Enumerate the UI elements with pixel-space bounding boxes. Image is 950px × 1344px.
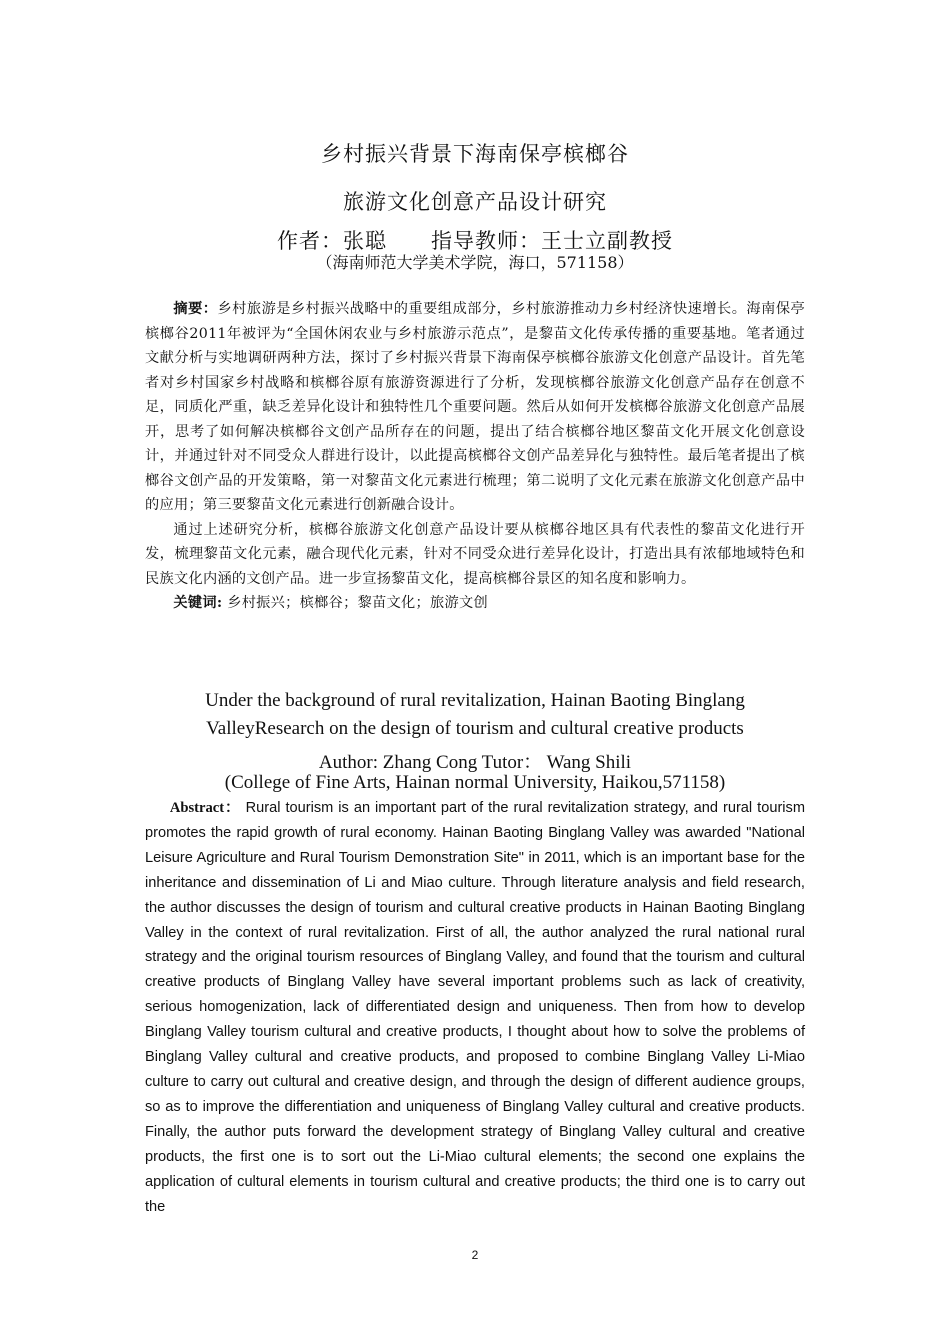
page-number: 2 [471, 1248, 479, 1262]
cn-author-line: 作者：张聪 指导教师：王士立副教授 [277, 229, 673, 253]
cn-abstract-paragraph-1 [145, 297, 805, 518]
en-abstract-text: Rural tourism is an important part of the rural revitalization strategy, and rural tourism promotes the rapid growth of rural economy. Hainan Baoting Binglang Valley was awarded "National Leisure Agriculture and Rural Tourism Demonstration Site" in 2011, which is an important base for the inheritance and dissemination of Li and Miao culture. Through literature analysis and field research, the author discusses the design of tourism and cultural creative products in Hainan Baoting Binglang Valley in the context of rural revitalization. First of all, the author analyzed the rural national rural strategy and the original tourism resources of Binglang Valley, and found that the tourism and cultural creative products of Binglang Valley have several important problems such as lack of creativity, serious homogenization, lack of differentiated design and uniqueness. Then from how to develop Binglang Valley tourism cultural and creative products, I thought about how to solve the problems of Binglang Valley cultural and creative products, and proposed to combine Binglang Valley Li-Miao culture to carry out cultural and creative design, and through the design of different audience groups, so as to improve the differentiation and uniqueness of Binglang Valley cultural and creative products. Finally, the author puts forward the development strategy of Binglang Valley cultural and creative products, the first one is to sort out the Li-Miao cultural elements; the second one explains the application of cultural elements in tourism cultural and creative products; the third one is to carry out the [145, 800, 805, 1215]
cn-abstract-label: 摘要： [173, 301, 218, 317]
cn-title-line2: 旅游文化创意产品设计研究 [343, 190, 607, 214]
cn-abstract [145, 297, 805, 616]
en-abstract [145, 796, 805, 1219]
en-author-line: Author: Zhang Cong Tutor： Wang Shili [318, 752, 632, 773]
en-title-line2: ValleyResearch on the design of tourism and cultural creative products [206, 718, 744, 739]
cn-keywords [145, 591, 805, 616]
cn-abstract-paragraph-2: 通过上述研究分析，槟榔谷旅游文化创意产品设计要从槟榔谷地区具有代表性的黎苗文化进行开发，梳理黎苗文化元素，融合现代化元素，针对不同受众进行差异化设计，打造出具有浓郁地域特色和民族文化内涵的文创产品。进一步宣扬黎苗文化，提高槟榔谷景区的知名度和影响力。 [145, 521, 805, 587]
cn-keywords-label: 关键词: [173, 595, 223, 611]
en-abstract-label: Abstract： [169, 800, 241, 816]
en-affiliation: (College of Fine Arts, Hainan normal University, Haikou,571158) [224, 772, 726, 793]
en-abstract-paragraph [145, 796, 805, 1219]
en-title-line1: Under the background of rural revitalization, Hainan Baoting Binglang [205, 690, 745, 711]
cn-title-line1: 乡村振兴背景下海南保亭槟榔谷 [321, 142, 629, 166]
cn-affiliation: （海南师范大学美术学院，海口，571158） [316, 253, 634, 272]
cn-abstract-text-1: 乡村旅游是乡村振兴战略中的重要组成部分，乡村旅游推动力乡村经济快速增长。海南保亭槟榔谷2011年被评为“全国休闲农业与乡村旅游示范点”，是黎苗文化传承传播的重要基地。笔者通过文献分析与实地调研两种方法，探讨了乡村振兴背景下海南保亭槟榔谷旅游文化创意产品设计。首先笔者对乡村国家乡村战略和槟榔谷原有旅游资源进行了分析，发现槟榔谷旅游文化创意产品存在创意不足，同质化严重，缺乏差异化设计和独特性几个重要问题。然后从如何开发槟榔谷旅游文化创意产品展开，思考了如何解决槟榔谷文创产品所存在的问题，提出了结合槟榔谷地区黎苗文化开展文化创意设计，并通过针对不同受众人群进行设计，以此提高槟榔谷文创产品差异化与独特性。最后笔者提出了槟榔谷文创产品的开发策略，第一对黎苗文化元素进行梳理；第二说明了文化元素在旅游文化创意产品中的应用；第三要黎苗文化元素进行创新融合设计。 [145, 301, 805, 513]
cn-keywords-text: 乡村振兴；槟榔谷；黎苗文化；旅游文创 [227, 595, 488, 611]
